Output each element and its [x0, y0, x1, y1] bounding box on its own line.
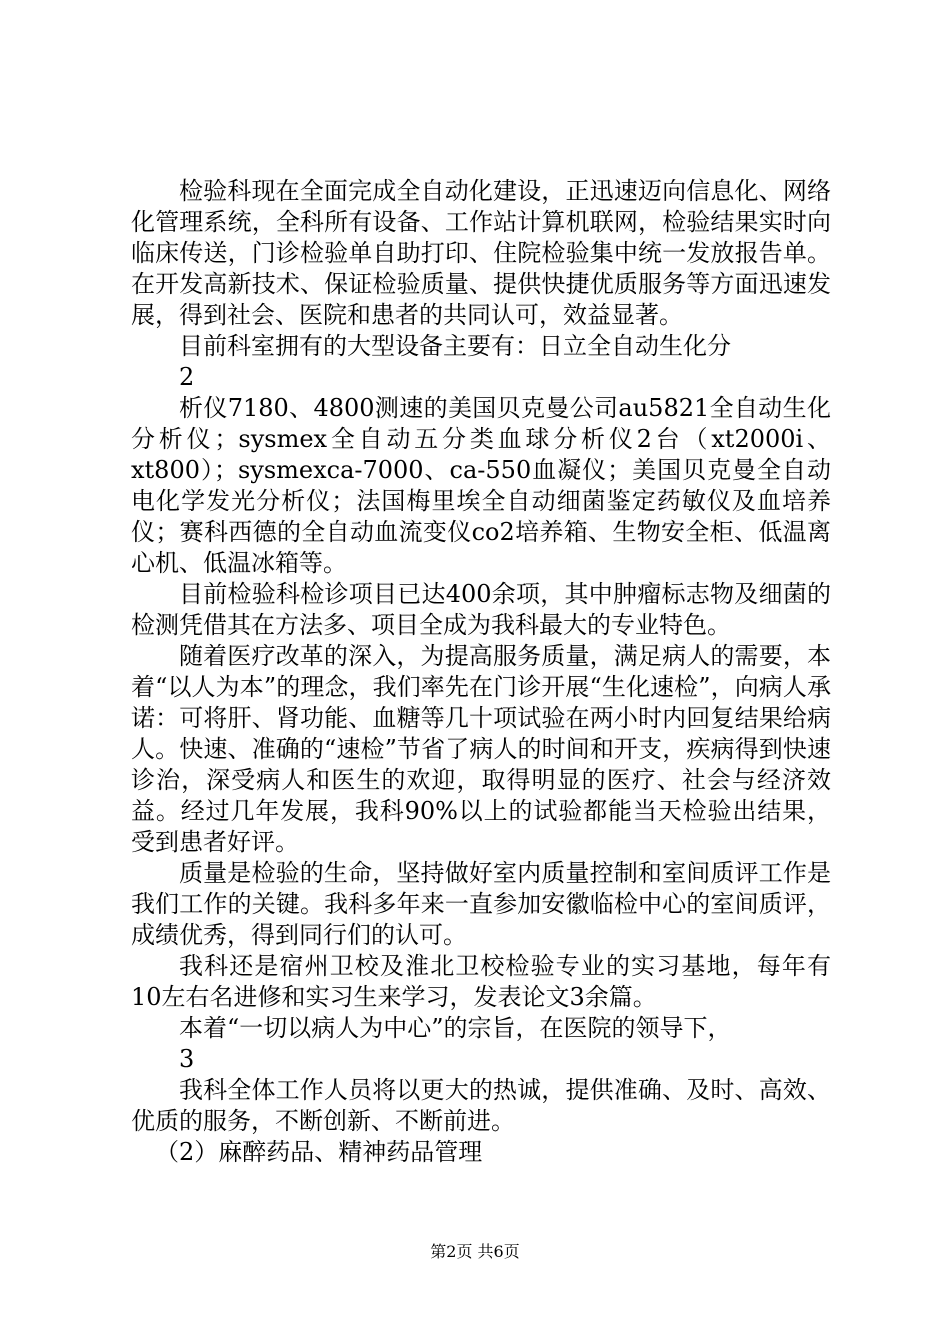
- page-break-number: 3: [179, 1045, 195, 1073]
- paragraph-quality: 质量是检验的生命，坚持做好室内质量控制和室间质评工作是我们工作的关键。我科多年来一直参加安徽临检中心的室间质评，成绩优秀，得到同行们的认可。: [131, 859, 831, 949]
- section-heading: （2）麻醉药品、精神药品管理: [155, 1138, 483, 1166]
- paragraph-equipment-list: 析仪7180、4800测速的美国贝克曼公司au5821全自动生化分析仪；sysmex全自动五分类血球分析仪2台（xt2000i、xt800）；sysmexca-7000、ca-550血凝仪；美国贝克曼全自动电化学发光分析仪；法国梅里埃全自动细菌鉴定药敏仪及血培养仪；赛科西德的全自动血流变仪co2培养箱、生物安全柜、低温离心机、低温冰箱等。: [131, 394, 831, 577]
- body-text: [131, 176, 831, 1168]
- paragraph-equipment-intro: 目前科室拥有的大型设备主要有：日立全自动生化分: [179, 332, 731, 360]
- paragraph-purpose: 本着“一切以病人为中心”的宗旨，在医院的领导下，: [179, 1014, 732, 1042]
- paragraph-commitment: 我科全体工作人员将以更大的热诚，提供准确、及时、高效、优质的服务，不断创新、不断前进。: [131, 1076, 831, 1135]
- paragraph-reform: 随着医疗改革的深入，为提高服务质量，满足病人的需要，本着“以人为本”的理念，我们率先在门诊开展“生化速检”，向病人承诺：可将肝、肾功能、血糖等几十项试验在两小时内回复结果给病人。快速、准确的“速检”节省了病人的时间和开支，疾病得到快速诊治，深受病人和医生的欢迎，取得明显的医疗、社会与经济效益。经过几年发展，我科90%以上的试验都能当天检验出结果，受到患者好评。: [131, 642, 831, 856]
- paragraph-training-base: 我科还是宿州卫校及淮北卫校检验专业的实习基地，每年有10左右名进修和实习生来学习，发表论文3余篇。: [131, 952, 831, 1011]
- paragraph-test-items: 目前检验科检诊项目已达400余项，其中肿瘤标志物及细菌的检测凭借其在方法多、项目全成为我科最大的专业特色。: [131, 580, 831, 639]
- page-break-number: 2: [179, 363, 195, 391]
- page-footer: 第2页 共6页: [430, 1242, 520, 1261]
- paragraph-automation: 检验科现在全面完成全自动化建设，正迅速迈向信息化、网络化管理系统，全科所有设备、工作站计算机联网，检验结果实时向临床传送，门诊检验单自助打印、住院检验集中统一发放报告单。在开发高新技术、保证检验质量、提供快捷优质服务等方面迅速发展，得到社会、医院和患者的共同认可，效益显著。: [131, 177, 831, 329]
